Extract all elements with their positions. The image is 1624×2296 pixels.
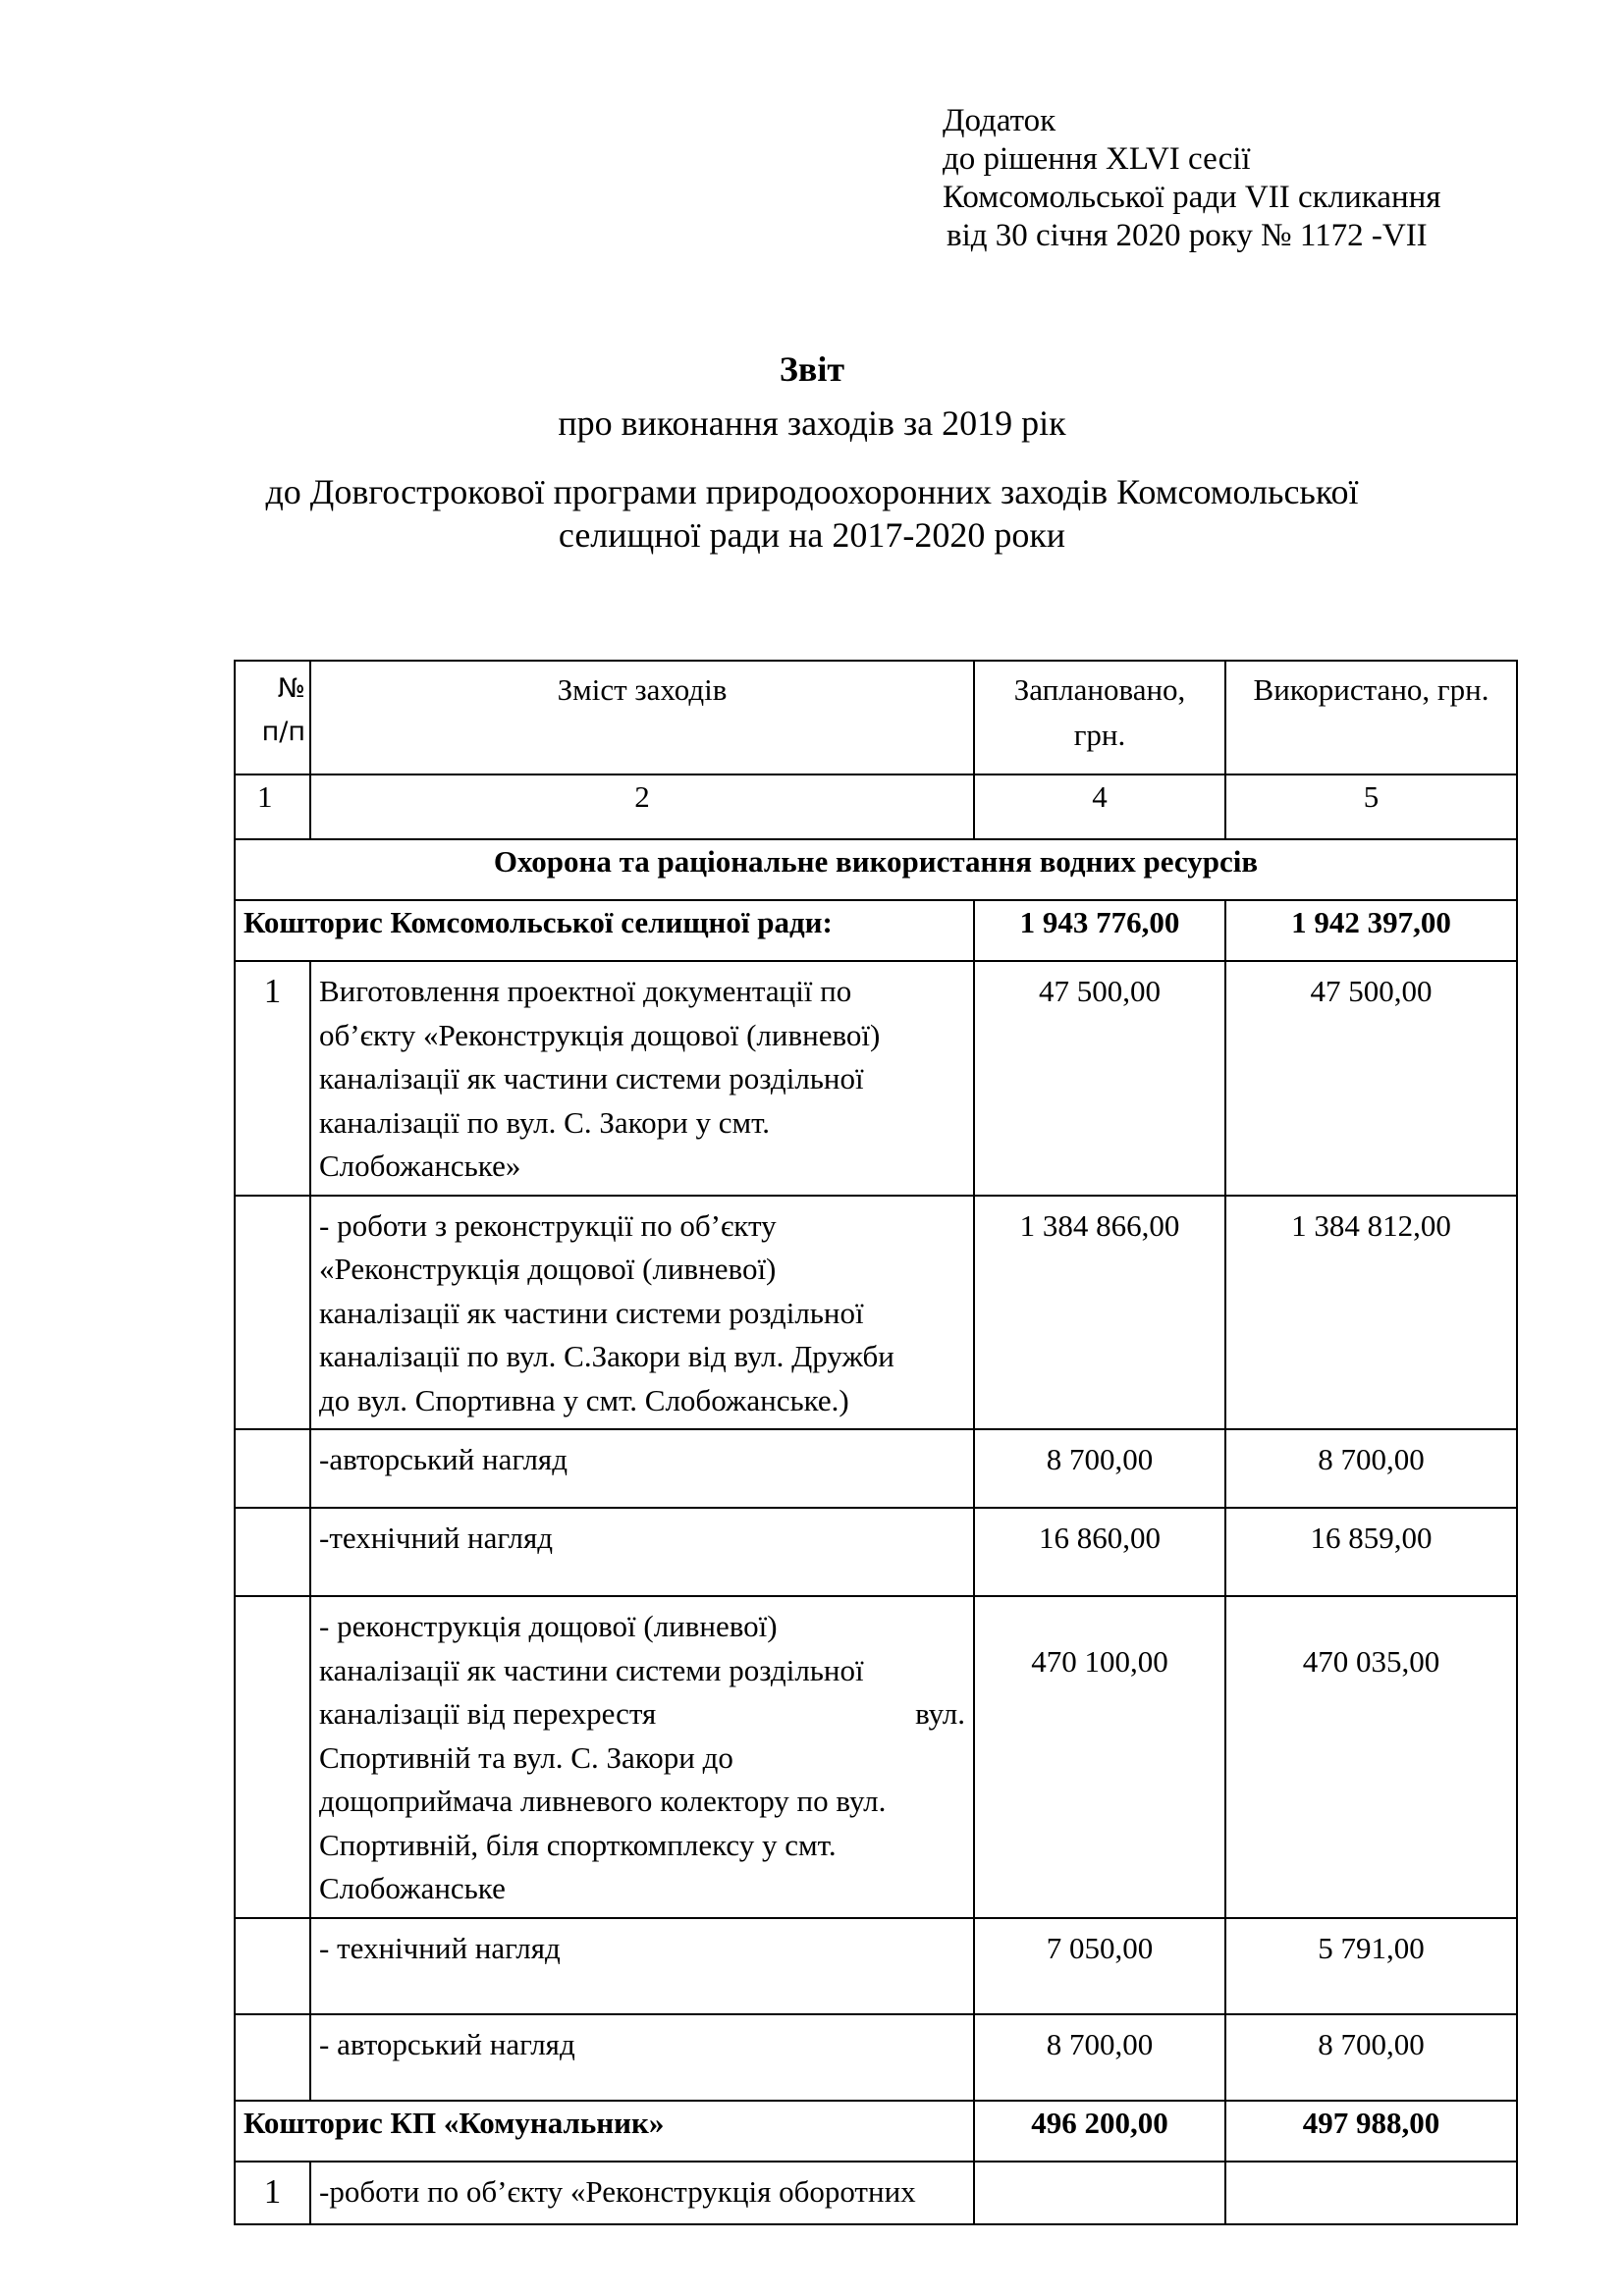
description-line: «Реконструкція дощової (ливневої) — [319, 1252, 777, 1286]
row-used: 470 035,00 — [1225, 1596, 1517, 1918]
row-description — [310, 1596, 974, 1918]
description-line: -технічний нагляд — [319, 1521, 554, 1555]
addendum-line: Додаток — [943, 103, 1056, 138]
budget-row — [235, 2101, 1517, 2162]
header-planned — [974, 661, 1225, 774]
budget-used: 1 942 397,00 — [1225, 900, 1517, 961]
table-row — [235, 961, 1517, 1196]
row-used: 16 859,00 — [1225, 1508, 1517, 1596]
row-description — [310, 1196, 974, 1430]
row-planned: 8 700,00 — [974, 1429, 1225, 1508]
addendum-line: Комсомольської ради VII скликання — [943, 180, 1441, 215]
row-description: -роботи по об’єкту «Реконструкція оборотних — [310, 2162, 974, 2224]
description-line: Слобожанське» — [319, 1148, 521, 1183]
description-line: до вул. Спортивна у смт. Слобожанське.) — [319, 1382, 849, 1417]
section-title: Охорона та раціональне використання водних ресурсів — [235, 839, 1517, 900]
row-description — [310, 961, 974, 1196]
index-cell: 5 — [1225, 774, 1517, 839]
description-line: - авторський нагляд — [319, 2026, 575, 2061]
budget-label: Кошторис КП «Комунальник» — [235, 2101, 974, 2162]
description-line: - технічний нагляд — [319, 1930, 561, 1965]
row-description — [310, 1918, 974, 2014]
row-number — [235, 1196, 310, 1430]
row-used: 1 384 812,00 — [1225, 1196, 1517, 1430]
budget-row — [235, 900, 1517, 961]
program-title-line: до Довгострокової програми природоохоронних заходів Комсомольської — [265, 472, 1359, 511]
report-title: Звіт — [779, 349, 845, 389]
program-title-line: селищної ради на 2017-2020 роки — [558, 515, 1066, 555]
program-title — [0, 470, 1624, 557]
row-used: 8 700,00 — [1225, 1429, 1517, 1508]
row-description — [310, 1508, 974, 1596]
header-num — [235, 661, 310, 774]
header-content: Зміст заходів — [310, 661, 974, 774]
budget-label: Кошторис Комсомольської селищної ради: — [235, 900, 974, 961]
header-used: Використано, грн. — [1225, 661, 1517, 774]
row-number — [235, 1508, 310, 1596]
description-line: - реконструкція дощової (ливневої) — [319, 1609, 778, 1643]
row-description — [310, 1429, 974, 1508]
description-line: каналізації по вул. С.Закори від вул. Дружби — [319, 1339, 894, 1373]
addendum-line: до рішення XLVI сесії — [943, 141, 1251, 177]
table-row — [235, 2014, 1517, 2101]
description-line: Спортивній та вул. С. Закори до — [319, 1739, 733, 1775]
header-planned-line: грн. — [1073, 718, 1126, 752]
description-line: каналізації як частини системи роздільної — [319, 1295, 864, 1330]
row-number — [235, 2014, 310, 2101]
header-num-line: № — [277, 673, 305, 704]
table-row — [235, 1429, 1517, 1508]
description-line: Виготовлення проектної документації по — [319, 974, 852, 1008]
section-row — [235, 839, 1517, 900]
table-row — [235, 1196, 1517, 1430]
index-cell: 4 — [974, 774, 1225, 839]
row-number — [235, 1429, 310, 1508]
row-number — [235, 1918, 310, 2014]
index-cell: 1 — [235, 774, 310, 839]
table-row — [235, 2162, 1517, 2224]
header-planned-line: Заплановано, — [1013, 672, 1186, 707]
budget-planned: 1 943 776,00 — [974, 900, 1225, 961]
table-row — [235, 1596, 1517, 1918]
description-fragment: каналізації від перехрестя — [319, 1696, 657, 1731]
index-row — [235, 774, 1517, 839]
row-used: 8 700,00 — [1225, 2014, 1517, 2101]
row-planned: 16 860,00 — [974, 1508, 1225, 1596]
description-line: каналізації як частини системи роздільної — [319, 1652, 864, 1687]
row-planned: 7 050,00 — [974, 1918, 1225, 2014]
row-used: 47 500,00 — [1225, 961, 1517, 1196]
row-planned: 470 100,00 — [974, 1596, 1225, 1918]
description-line: - роботи з реконструкції по об’єкту — [319, 1207, 777, 1243]
row-planned — [974, 2162, 1225, 2224]
row-planned: 1 384 866,00 — [974, 1196, 1225, 1430]
description-line: -авторський нагляд — [319, 1442, 568, 1476]
description-line: об’єкту «Реконструкція дощової (ливневої) — [319, 1017, 881, 1052]
report-subtitle: про виконання заходів за 2019 рік — [558, 403, 1066, 443]
row-description — [310, 2014, 974, 2101]
row-number: 1 — [235, 961, 310, 1196]
row-used: 5 791,00 — [1225, 1918, 1517, 2014]
budget-planned: 496 200,00 — [974, 2101, 1225, 2162]
row-number: 1 — [235, 2162, 310, 2224]
description-line: Спортивній, біля спорткомплексу у смт. — [319, 1827, 837, 1862]
row-planned: 8 700,00 — [974, 2014, 1225, 2101]
table-row — [235, 1918, 1517, 2014]
row-used — [1225, 2162, 1517, 2224]
description-line-justified — [319, 1692, 965, 1736]
table-row — [235, 1508, 1517, 1596]
budget-used: 497 988,00 — [1225, 2101, 1517, 2162]
description-fragment: вул. — [915, 1696, 965, 1731]
index-cell: 2 — [310, 774, 974, 839]
header-num-line: п/п — [261, 717, 305, 747]
addendum-line: від 30 січня 2020 року № 1172 -VII — [947, 218, 1428, 253]
row-planned: 47 500,00 — [974, 961, 1225, 1196]
description-line: Слобожанське — [319, 1871, 506, 1905]
row-number — [235, 1596, 310, 1918]
addendum-block — [943, 102, 1440, 255]
description-line: дощоприймача ливневого колектору по вул. — [319, 1784, 887, 1818]
header-row — [235, 661, 1517, 774]
report-table — [234, 660, 1518, 2225]
description-line: каналізації по вул. С. Закори у смт. — [319, 1104, 771, 1140]
description-line: каналізації як частини системи роздільної — [319, 1061, 864, 1095]
